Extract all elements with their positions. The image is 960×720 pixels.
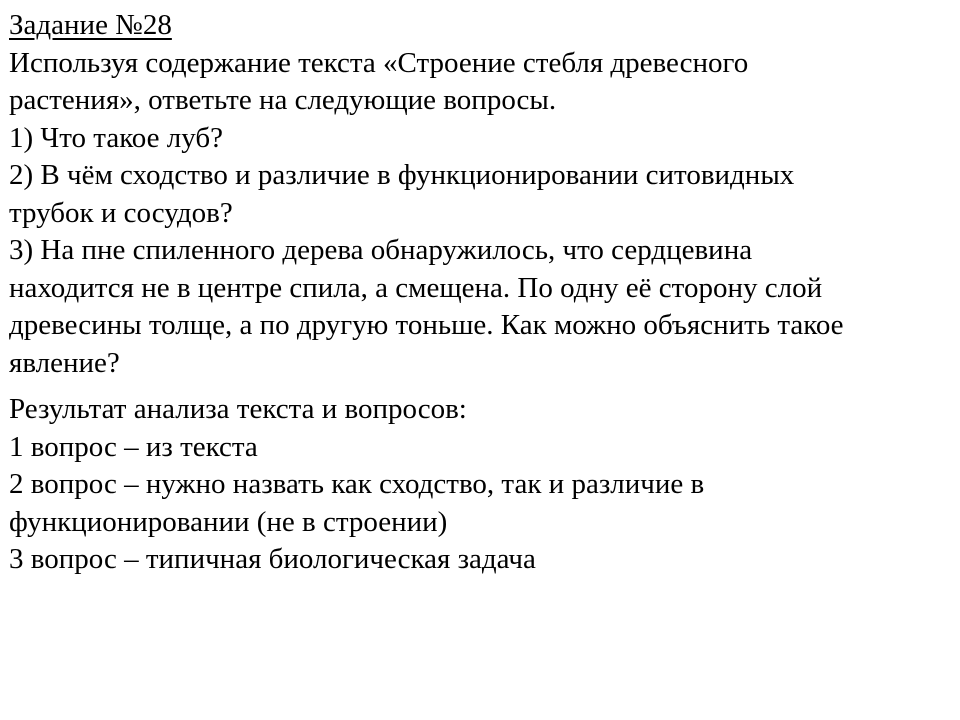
task-intro-line: Используя содержание текста «Строение стебля древесного [9,46,749,79]
question-3-line: находится не в центре спила, а смещена. По одну её сторону слой [9,271,823,304]
analysis-item-3 [9,541,949,579]
question-2-line: 2) В чём сходство и различие в функционировании ситовидных [9,159,795,191]
analysis-item-2-line: 2 вопрос – нужно назвать как сходство, так и различие в [9,468,705,500]
slide-content [9,7,949,579]
question-3-line: явление? [9,346,120,379]
task-intro [9,45,949,120]
analysis-item-2-line: функционировании (не в строении) [9,505,448,538]
question-1-line: 1) Что такое луб? [9,121,224,154]
question-3-line: древесины толще, а по другую тоньше. Как можно объяснить такое [9,309,844,341]
question-3 [9,232,949,382]
analysis-item-1 [9,429,949,467]
analysis-item-3-line: 3 вопрос – типичная биологическая задача [9,543,536,575]
section-spacer [9,382,949,391]
question-2-line: трубок и сосудов? [9,196,233,229]
analysis-item-1-line: 1 вопрос – из текста [9,430,258,463]
task-intro-line: растения», ответьте на следующие вопросы. [9,84,557,116]
analysis-heading: Результат анализа текста и вопросов: [9,393,467,425]
analysis-item-2 [9,466,949,541]
task-title: Задание №28 [9,9,172,41]
question-1 [9,120,949,158]
question-3-line: 3) На пне спиленного дерева обнаружилось, что сердцевина [9,234,753,266]
question-2 [9,157,949,232]
